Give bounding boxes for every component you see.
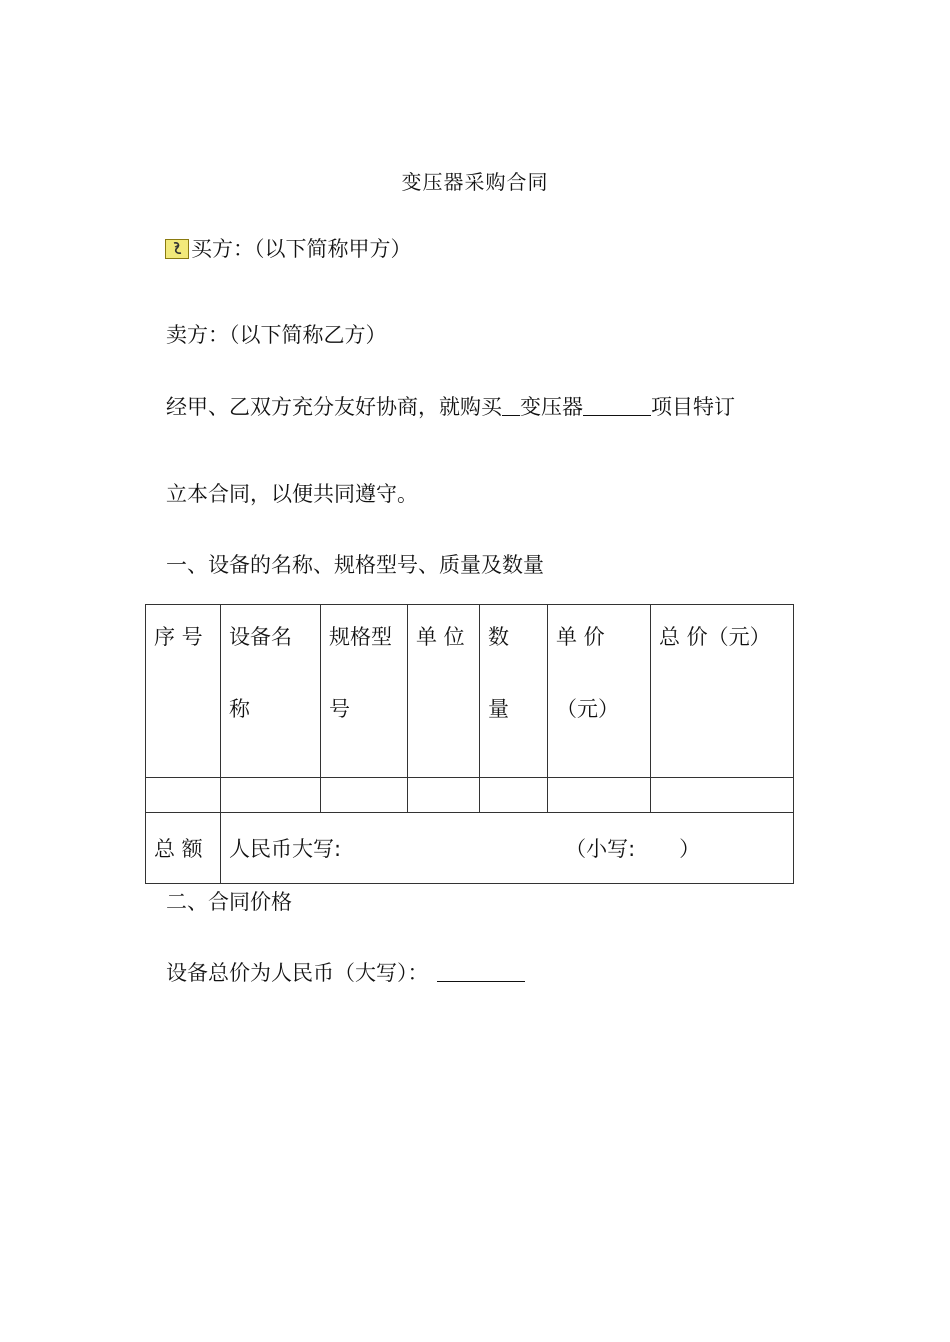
- total-amount-cell[interactable]: [221, 813, 794, 884]
- intro-text-c: 项目特订: [651, 395, 735, 419]
- total-small-label: （小写:: [565, 837, 636, 861]
- header-cell: 总 价（元）: [651, 605, 794, 778]
- table-cell[interactable]: [146, 778, 221, 813]
- blank-underline: [502, 395, 520, 416]
- header-cell: 规格型 号: [321, 605, 408, 778]
- header-cell: 单 价 （元）: [548, 605, 651, 778]
- table-cell[interactable]: [221, 778, 321, 813]
- table-cell[interactable]: [480, 778, 548, 813]
- section-2-heading: 二、合同价格: [166, 890, 292, 914]
- total-rmb-label: 人民币大写:: [229, 837, 342, 861]
- header-cell: 单 位: [408, 605, 480, 778]
- intro-line-1: [166, 391, 735, 421]
- total-label: 总 额: [146, 813, 221, 884]
- blank-underline: [583, 395, 651, 416]
- document-title: 变压器采购合同: [401, 170, 549, 194]
- comment-note-icon[interactable]: [165, 239, 189, 259]
- header-cell: 设备名 称: [221, 605, 321, 778]
- table-row: [146, 778, 794, 813]
- header-cell: 数 量: [480, 605, 548, 778]
- intro-text-b: 变压器: [520, 395, 583, 419]
- table-cell[interactable]: [408, 778, 480, 813]
- equipment-table: [145, 604, 794, 884]
- section-1-heading: 一、设备的名称、规格型号、质量及数量: [166, 553, 544, 577]
- table-cell[interactable]: [321, 778, 408, 813]
- price-blank-underline[interactable]: [437, 961, 525, 982]
- buyer-label: 买方：（以下简称甲方）: [191, 237, 412, 261]
- price-label: 设备总价为人民币（大写）：: [166, 961, 429, 985]
- header-cell: 序 号: [146, 605, 221, 778]
- total-row: [146, 813, 794, 884]
- price-line: [166, 957, 525, 987]
- buyer-line: [165, 233, 412, 263]
- table-cell[interactable]: [651, 778, 794, 813]
- table-header-row: [146, 605, 794, 778]
- intro-line-2: 立本合同，以便共同遵守。: [166, 482, 418, 506]
- total-small-close: ）: [679, 837, 701, 861]
- seller-line: 卖方：（以下简称乙方）: [166, 323, 387, 347]
- table-cell[interactable]: [548, 778, 651, 813]
- intro-text-a: 经甲、乙双方充分友好协商，就购买: [166, 395, 502, 419]
